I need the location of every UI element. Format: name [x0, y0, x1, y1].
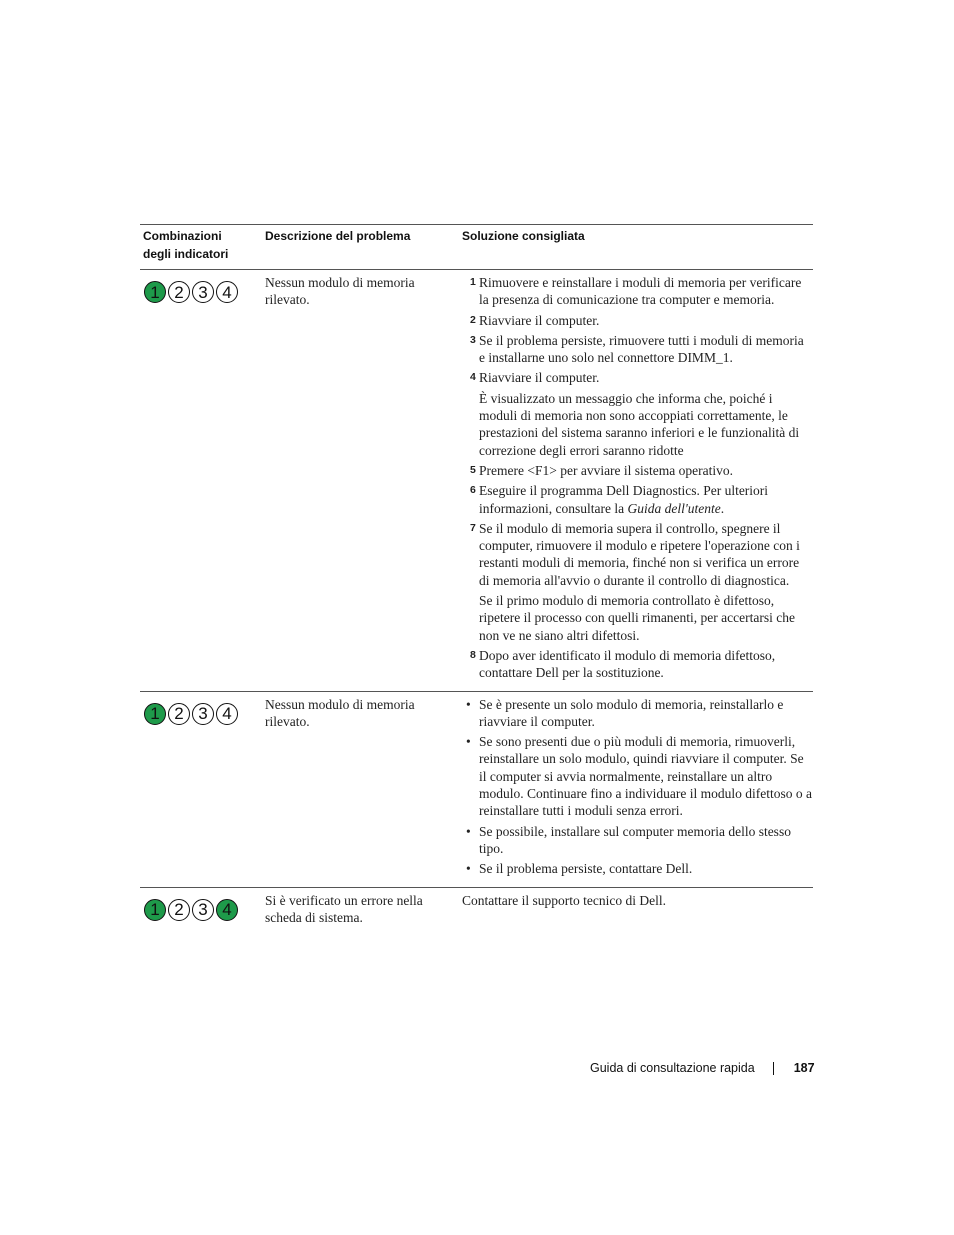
solution-step [462, 647, 813, 682]
table-header-row [140, 225, 813, 269]
solution-bullet [462, 696, 813, 731]
diagnostic-led-1: 1 [144, 281, 166, 303]
footer-separator [773, 1062, 774, 1075]
solution-step [462, 312, 813, 329]
step-text: Premere <F1> per avviare il sistema operativo. [479, 462, 734, 478]
step-text: Se il problema persiste, rimuovere tutti i moduli di memoria e installarne uno solo nel connettore DIMM_1. [479, 332, 804, 366]
table-row [140, 270, 813, 691]
step-number: 1 [470, 276, 476, 288]
step-number: 4 [470, 371, 476, 384]
step-note: È visualizzato un messaggio che informa che, poiché i moduli di memoria non sono accoppiati correttamente, le prestazioni del sistema saranno inferiori e le funzionalità di correzione degli errori saranno ridotte [479, 390, 800, 458]
table-row [140, 692, 813, 887]
diagnostic-lights-table [140, 224, 813, 932]
diagnostic-led-2: 2 [168, 703, 190, 725]
diagnostic-led-1: 1 [144, 703, 166, 725]
led-combination-cell [140, 892, 265, 927]
bullet-mark: • [466, 734, 471, 750]
diagnostic-led-2: 2 [168, 899, 190, 921]
diagnostic-led-4: 4 [216, 899, 238, 921]
header-problem: Descrizione del problema [265, 229, 411, 243]
step-text: Se il modulo di memoria supera il controllo, spegnere il computer, rimuovere il modulo e ripetere l'operazione con i restanti moduli di memoria, finché non si verifica un errore di memoria all'avvio o durante il controllo di diagnostica. [479, 520, 800, 588]
bullet-text: Se il problema persiste, contattare Dell. [479, 861, 693, 877]
diagnostic-led-2: 2 [168, 281, 190, 303]
bullet-text: Se è presente un solo modulo di memoria, reinstallarlo e riavviare il computer. [479, 696, 784, 729]
diagnostic-leds [143, 892, 265, 921]
diagnostic-led-4: 4 [216, 281, 238, 303]
bullet-text: Se sono presenti due o più moduli di memoria, rimuoverli, reinstallare un solo modulo, quindi riavviare il computer. Se il computer si avvia normalmente, reinstallare un altro modulo. Continuare fino a individuare il modulo difettoso o a reinstallare tutti i moduli senza errori. [479, 734, 812, 819]
solution-bullet [462, 733, 813, 819]
step-number: 2 [470, 313, 476, 326]
step-text: Rimuovere e reinstallare i moduli di memoria per verificare la presenza di comunicazione tra computer e memoria. [479, 275, 802, 308]
step-number: 7 [470, 521, 476, 534]
diagnostic-leds [143, 696, 265, 725]
problem-description: Si è verificato un errore nella scheda di sistema. [265, 892, 423, 925]
page-number: 187 [793, 1061, 815, 1075]
header-combinations: Combinazioni degli indicatori [143, 229, 229, 261]
bullet-mark: • [466, 823, 471, 839]
problem-description: Nessun modulo di memoria rilevato. [265, 696, 415, 729]
bullet-text: Se possibile, installare sul computer memoria dello stesso tipo. [479, 823, 791, 856]
step-text: Riavviare il computer. [479, 312, 600, 328]
solution-step [462, 332, 813, 367]
step-number: 8 [470, 648, 476, 661]
diagnostic-led-3: 3 [192, 899, 214, 921]
solution-bullet [462, 860, 813, 877]
step-number: 5 [470, 463, 476, 476]
step-note: Se il primo modulo di memoria controllato è difettoso, ripetere il processo con quelli rimanenti, per accertarsi che non ve ne siano altri difettosi. [479, 593, 795, 643]
solution-step [462, 520, 813, 644]
bullet-mark: • [466, 696, 471, 712]
table-row [140, 888, 813, 933]
step-text: Dopo aver identificato il modulo di memoria difettoso, contattare Dell per la sostituzione. [479, 647, 776, 681]
diagnostic-led-3: 3 [192, 281, 214, 303]
solution-step [462, 274, 813, 309]
bullet-mark: • [466, 861, 471, 877]
solution-text: Contattare il supporto tecnico di Dell. [462, 892, 666, 908]
step-text: Riavviare il computer. [479, 370, 600, 386]
page-footer [590, 1061, 822, 1075]
led-combination-cell [140, 696, 265, 881]
problem-description: Nessun modulo di memoria rilevato. [265, 275, 415, 308]
diagnostic-led-3: 3 [192, 703, 214, 725]
step-text: Eseguire il programma Dell Diagnostics. Per ulteriori informazioni, consultare la Guida dell'utente. [479, 483, 769, 516]
diagnostic-led-1: 1 [144, 899, 166, 921]
guide-title-emphasis: Guida dell'utente [627, 500, 721, 516]
led-combination-cell [140, 274, 265, 685]
solution-step [462, 369, 813, 458]
step-number: 6 [470, 484, 476, 497]
step-number: 3 [470, 333, 476, 346]
solution-bullet [462, 823, 813, 858]
footer-title: Guida di consultazione rapida [590, 1061, 755, 1075]
solution-step [462, 482, 813, 517]
diagnostic-led-4: 4 [216, 703, 238, 725]
diagnostic-leds [143, 274, 265, 303]
solution-steps [462, 274, 813, 685]
solution-bullets [462, 696, 813, 881]
header-solution: Soluzione consigliata [462, 229, 585, 243]
solution-step [462, 462, 813, 479]
